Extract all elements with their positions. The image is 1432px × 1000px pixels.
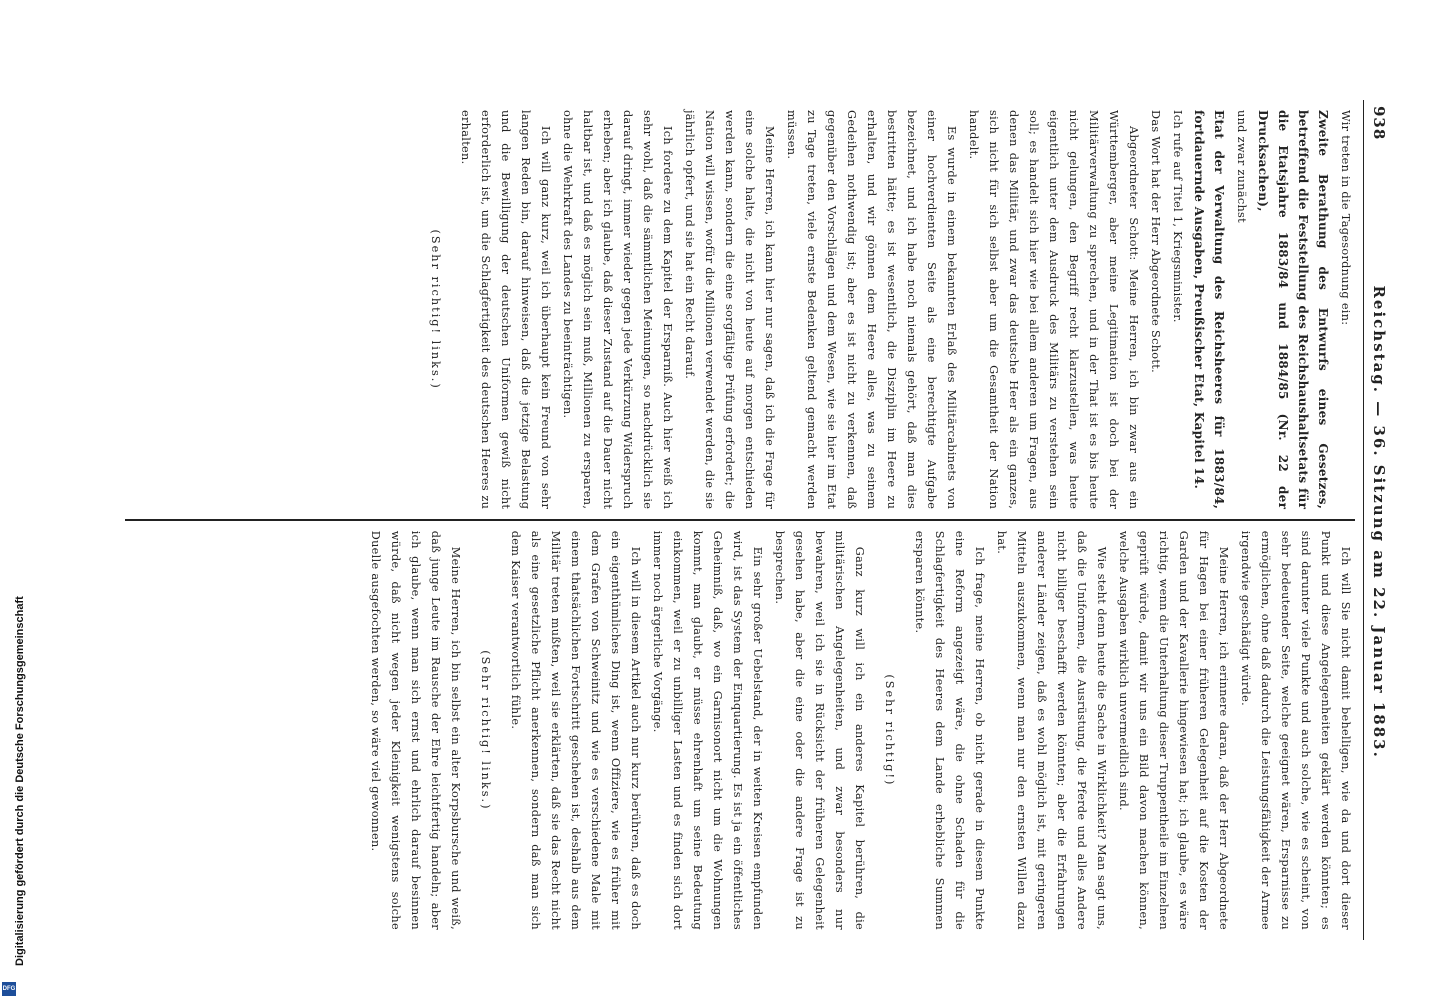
paragraph: (Sehr richtig! links.) [479, 650, 492, 811]
paragraph: Etat der Verwaltung des Reichsheeres für 1883/84, fortdauernde Ausgaben, Preußischer Etat, Kapitel 14. [1192, 110, 1226, 510]
credit-text: Digitalisierung gefördert durch die Deutsche Forschungsgemeinschaft [14, 596, 26, 966]
paragraph: Wir treten in die Tagesordnung ein: [1339, 110, 1352, 326]
paragraph: Meine Herren, ich erinnere daran, daß der Herr Abgeordnete für Hagen bei einer früheren Gelegenheit auf die Kosten der Garden und der Kavallerie hingewiesen hat; ich glaube, es wäre richtig, wenn die Unterhaltung dieser Truppentheile im Einzelnen geprüft würde, damit wir uns ein Bild davon machen können, welche Ausgaben wirklich unvermeidlich sind. [1117, 530, 1230, 930]
text-columns [125, 100, 1355, 940]
paragraph: (Sehr richtig! links.) [429, 229, 442, 390]
scanned-page-frame [100, 70, 1416, 970]
paragraph: Meine Herren, ich kann hier nur sagen, daß ich die Frage für eine solche halte, die nicht von heute auf morgen entschieden werden kann, sondern die eine sorgfältige Prüfung erfordert; die Nation will wissen, wofür die Millionen verwendet werden, die sie jährlich opfert, und sie hat ein Recht darauf. [683, 110, 776, 510]
digitization-credit [0, 0, 26, 1000]
paragraph: (Sehr richtig!) [883, 674, 896, 787]
paragraph: Ein sehr großer Uebelstand, der in weiten Kreisen empfunden wird, ist das System der Einquartierung. Es ist ja ein öffentliches Geheimniß, daß, wo ein Garnisonort nicht um die Wohnungen kommt, man glaubt, er müsse ehrenhaft um seine Bedeutung einkommen, weil er zu unbilliger Lasten und es finden sich dort immer noch ärgerliche Vorgänge. [651, 530, 764, 930]
paragraph: Ich rufe auf Titel 1, Kriegsminister. [1171, 110, 1184, 323]
paragraph: und zwar zunächst [1235, 110, 1248, 223]
dfg-logo-icon: DFG [2, 982, 16, 996]
page-header [1363, 100, 1388, 940]
paragraph: Ich frage, meine Herren, ob nicht gerade in diesem Punkte eine Reform angezeigt wäre, die ohne Schaden für die Schlagfertigkeit des Heeres dem Lande erhebliche Summen ersparen könnte. [913, 530, 986, 930]
paragraph: Abgeordneter Schott: Meine Herren, ich bin zwar aus ein Württemberger, aber meine Legitimation ist doch bei der Militärverwaltung zu sprechen, und in der That ist es bis heute nicht gelungen, den Begriff recht klarzustellen, was heute eigentlich unter dem Ausdruck des Militärs zu verstehen sein soll; es handelt sich hier wie bei allem anderen um Fragen, aus denen das Militär, und zwar das deutsche Heer als ein ganzes, sich nicht für sich selbst aber um die Gesamtheit der Nation handelt. [967, 110, 1140, 510]
paragraph: Ich will Sie nicht damit behelligen, wie da und dort dieser Punkt und diese Angelegenheiten geklärt werden könnten; es sind darunter viele Punkte und auch solche, wie es scheint, von sehr bedeutender Seite, welche geeignet wären, Ersparnisse zu ermöglichen, ohne daß dadurch die Leistungsfähigkeit der Armee irgendwie geschädigt würde. [1239, 530, 1352, 930]
document-page [100, 70, 1416, 970]
paragraph: Ich will in diesem Artikel auch nur kurz berühren, daß es doch ein eigenthümliches Ding ist, wenn Offiziere, wie es früher mit dem Grafen von Schweinitz und wie es verschiedene Male mit einem thatsächlichen Fortschritt geschehen ist, deshalb aus dem Militär treten mußten, weil sie erklärten, daß sie das Recht nicht als eine gesetzliche Pflicht anerkennen, sondern daß man sich dem Kaiser verantwortlich fühle. [509, 530, 642, 930]
left-column [125, 100, 1355, 519]
page-number: 938 [1370, 106, 1388, 141]
running-title: Reichstag. — 36. Sitzung am 22. Januar 1883. [1370, 285, 1388, 759]
paragraph: Zweite Berathung des Entwurfs eines Gesetzes, betreffend die Feststellung des Reichshaushaltsetats für die Etatsjahre 1883/84 und 1884/85 (Nr. 22 der Drucksachen), [1256, 110, 1330, 510]
paragraph: Ganz kurz will ich ein anderes Kapitel berühren, die militärischen Angelegenheiten, und zwar besonders nur bewahren, weil ich sie in Rücksicht der früheren Gelegenheit gesehen habe, aber die eine oder die andere Frage ist zu besprechen. [773, 530, 866, 930]
right-column [125, 521, 1355, 940]
paragraph: Ich fordere zu dem Kapitel der Ersparniß. Auch hier weiß ich sehr wohl, daß die sämmtlichen Meinungen, so nachdrücklich sie darauf dringt, immer wieder gegen jede Verkürzung Widerspruch erheben; aber ich glaube, daß dieser Zustand auf die Dauer nicht haltbar ist, und daß es möglich sein muß, Millionen zu ersparen, ohne die Wehrkraft des Landes zu beeinträchtigen. [561, 110, 674, 510]
paragraph: Wie steht denn heute die Sache in Wirklichkeit? Man sagt uns, daß die Uniformen, die Ausrüstung, die Pferde und alles Andere nicht billiger beschafft werden könnten; aber die Erfahrungen anderer Länder zeigen, daß es wohl möglich ist, mit geringeren Mitteln auszukommen, wenn man nur den ernsten Willen dazu hat. [995, 530, 1108, 930]
paragraph: Es wurde in einem bekannten Erlaß des Militärcabinets von einer hochverdienten Seite als eine berechtigte Aufgabe bezeichnet, und ich habe noch niemals gehört, daß man dies bestritten hätte; es ist wesentlich, die Disziplin im Heere zu erhalten, und wir gönnen dem Heere alles, was zu seinem Gedeihen nothwendig ist; aber es ist nicht zu verkennen, daß gegenüber den Vorschlägen und dem Wesen, wie sie hier im Etat zu Tage treten, viele ernste Bedenken geltend gemacht werden müssen. [785, 110, 958, 510]
paragraph: Ich will ganz kurz, weil ich überhaupt kein Freund von sehr langen Reden bin, darauf hinweisen, daß die jetzige Belastung und die Bewilligung der deutschen Uniformen gewiß nicht erforderlich ist, um die Schlagfertigkeit des deutschen Heeres zu erhalten. [459, 110, 552, 510]
paragraph: Meine Herren, ich bin selbst ein alter Korpsbursche und weiß, daß junge Leute im Rausche der Ehre leichtfertig handeln; aber ich glaube, wenn man sich ernst und ehrlich darauf besinnen würde, daß nicht wegen jeder Kleinigkeit wenigstens solche Duelle ausgefochten werden, so wäre viel gewonnen. [369, 530, 462, 930]
paragraph: Das Wort hat der Herr Abgeordnete Schott. [1149, 110, 1162, 373]
